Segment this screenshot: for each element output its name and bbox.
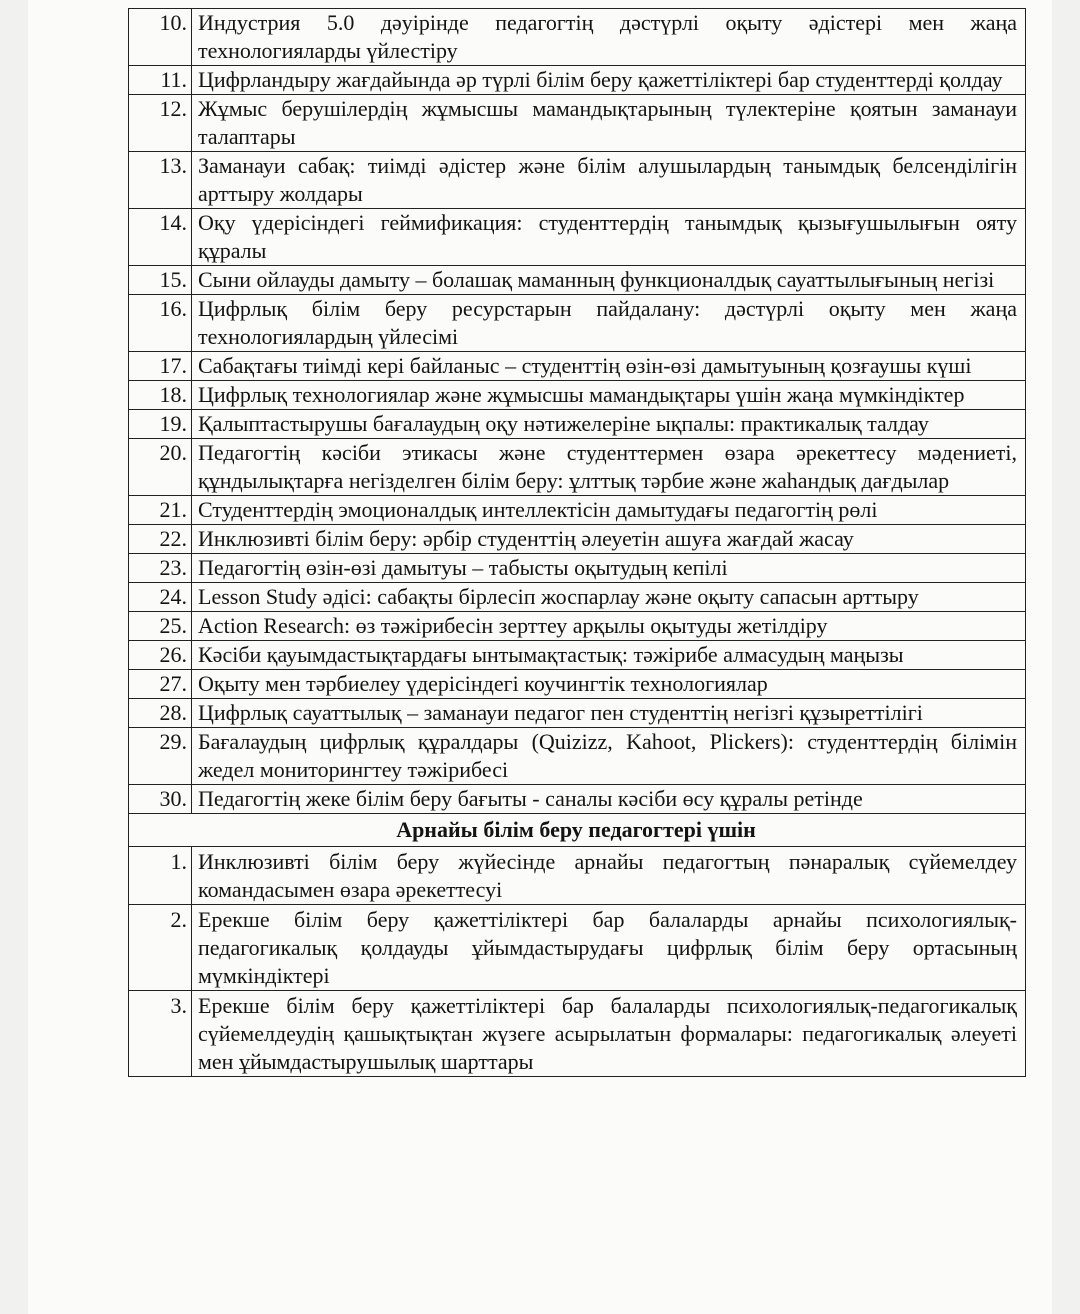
row-topic: Цифрлық сауаттылық – заманауи педагог пен студенттің негізгі құзыреттілігі bbox=[192, 699, 1026, 728]
row-topic: Оқыту мен тәрбиелеу үдерісіндегі коучингтік технологиялар bbox=[192, 670, 1026, 699]
row-number: 17. bbox=[129, 352, 192, 381]
table-row bbox=[129, 583, 1026, 612]
table-row bbox=[129, 410, 1026, 439]
row-topic: Ерекше білім беру қажеттіліктері бар балаларды арнайы психологиялық-педагогикалық қолдауды ұйымдастырудағы цифрлық білім беру ортасының мүмкіндіктері bbox=[192, 905, 1026, 991]
row-number: 2. bbox=[129, 905, 192, 991]
table-row bbox=[129, 352, 1026, 381]
table-row bbox=[129, 699, 1026, 728]
table-row bbox=[129, 439, 1026, 496]
table-row bbox=[129, 295, 1026, 352]
row-number: 16. bbox=[129, 295, 192, 352]
section-title: Арнайы білім беру педагогтері үшін bbox=[129, 814, 1026, 847]
row-topic: Педагогтің кәсіби этикасы және студенттермен өзара әрекеттесу мәдениеті, құндылықтарға негізделген білім беру: ұлттық тәрбие және жаһандық дағдылар bbox=[192, 439, 1026, 496]
row-topic: Бағалаудың цифрлық құралдары (Quizizz, Kahoot, Plickers): студенттердің білімін жедел мониторингтеу тәжірибесі bbox=[192, 728, 1026, 785]
row-number: 20. bbox=[129, 439, 192, 496]
row-number: 10. bbox=[129, 9, 192, 66]
row-number: 14. bbox=[129, 209, 192, 266]
row-number: 15. bbox=[129, 266, 192, 295]
table-row bbox=[129, 381, 1026, 410]
row-number: 1. bbox=[129, 847, 192, 905]
table-row bbox=[129, 95, 1026, 152]
topics-table bbox=[128, 8, 1026, 1077]
row-number: 19. bbox=[129, 410, 192, 439]
row-topic: Заманауи сабақ: тиімді әдістер және білім алушылардың танымдық белсенділігін арттыру жолдары bbox=[192, 152, 1026, 209]
row-number: 27. bbox=[129, 670, 192, 699]
row-topic: Педагогтің жеке білім беру бағыты - саналы кәсіби өсу құралы ретінде bbox=[192, 785, 1026, 814]
table-row bbox=[129, 525, 1026, 554]
table-row bbox=[129, 554, 1026, 583]
row-number: 21. bbox=[129, 496, 192, 525]
row-topic: Индустрия 5.0 дәуірінде педагогтің дәстүрлі оқыту әдістері мен жаңа технологияларды үйлестіру bbox=[192, 9, 1026, 66]
row-topic: Студенттердің эмоционалдық интеллектісін дамытудағы педагогтің рөлі bbox=[192, 496, 1026, 525]
row-topic: Сабақтағы тиімді кері байланыс – студенттің өзін-өзі дамытуының қозғаушы күші bbox=[192, 352, 1026, 381]
document-page bbox=[28, 0, 1052, 1314]
table-row bbox=[129, 641, 1026, 670]
row-number: 25. bbox=[129, 612, 192, 641]
row-topic: Қалыптастырушы бағалаудың оқу нәтижелеріне ықпалы: практикалық талдау bbox=[192, 410, 1026, 439]
table-row bbox=[129, 670, 1026, 699]
row-topic: Цифрландыру жағдайында әр түрлі білім беру қажеттіліктері бар студенттерді қолдау bbox=[192, 66, 1026, 95]
row-number: 24. bbox=[129, 583, 192, 612]
row-topic: Сыни ойлауды дамыту – болашақ маманның функционалдық сауаттылығының негізі bbox=[192, 266, 1026, 295]
row-number: 13. bbox=[129, 152, 192, 209]
row-number: 12. bbox=[129, 95, 192, 152]
section-row bbox=[129, 814, 1026, 847]
row-topic: Lesson Study әдісі: сабақты бірлесіп жоспарлау және оқыту сапасын арттыру bbox=[192, 583, 1026, 612]
row-topic: Инклюзивті білім беру: әрбір студенттің әлеуетін ашуға жағдай жасау bbox=[192, 525, 1026, 554]
row-topic: Педагогтің өзін-өзі дамытуы – табысты оқытудың кепілі bbox=[192, 554, 1026, 583]
row-number: 30. bbox=[129, 785, 192, 814]
row-topic: Action Research: өз тәжірибесін зерттеу арқылы оқытуды жетілдіру bbox=[192, 612, 1026, 641]
table-row bbox=[129, 9, 1026, 66]
table-row bbox=[129, 266, 1026, 295]
row-number: 3. bbox=[129, 991, 192, 1077]
row-topic: Жұмыс берушілердің жұмысшы мамандықтарының түлектеріне қоятын заманауи талаптары bbox=[192, 95, 1026, 152]
table-row bbox=[129, 905, 1026, 991]
row-topic: Ерекше білім беру қажеттіліктері бар балаларды психологиялық-педагогикалық сүйемелдеудің қашықтықтан жүзеге асырылатын формалары: педагогикалық әлеуеті мен ұйымдастырушылық шарттары bbox=[192, 991, 1026, 1077]
row-number: 23. bbox=[129, 554, 192, 583]
row-number: 26. bbox=[129, 641, 192, 670]
table-row bbox=[129, 785, 1026, 814]
table-row bbox=[129, 612, 1026, 641]
row-topic: Кәсіби қауымдастықтардағы ынтымақтастық: тәжірибе алмасудың маңызы bbox=[192, 641, 1026, 670]
row-topic: Оқу үдерісіндегі геймификация: студенттердің танымдық қызығушылығын ояту құралы bbox=[192, 209, 1026, 266]
row-number: 28. bbox=[129, 699, 192, 728]
row-number: 29. bbox=[129, 728, 192, 785]
table-row bbox=[129, 728, 1026, 785]
row-topic: Цифрлық білім беру ресурстарын пайдалану: дәстүрлі оқыту мен жаңа технологиялардың үйлесімі bbox=[192, 295, 1026, 352]
table-row bbox=[129, 496, 1026, 525]
row-number: 11. bbox=[129, 66, 192, 95]
row-topic: Инклюзивті білім беру жүйесінде арнайы педагогтың пәнаралық сүйемелдеу командасымен өзара әрекеттесуі bbox=[192, 847, 1026, 905]
row-topic: Цифрлық технологиялар және жұмысшы мамандықтары үшін жаңа мүмкіндіктер bbox=[192, 381, 1026, 410]
table-row bbox=[129, 152, 1026, 209]
table-row bbox=[129, 66, 1026, 95]
table-row bbox=[129, 209, 1026, 266]
row-number: 18. bbox=[129, 381, 192, 410]
row-number: 22. bbox=[129, 525, 192, 554]
table-row bbox=[129, 847, 1026, 905]
table-row bbox=[129, 991, 1026, 1077]
